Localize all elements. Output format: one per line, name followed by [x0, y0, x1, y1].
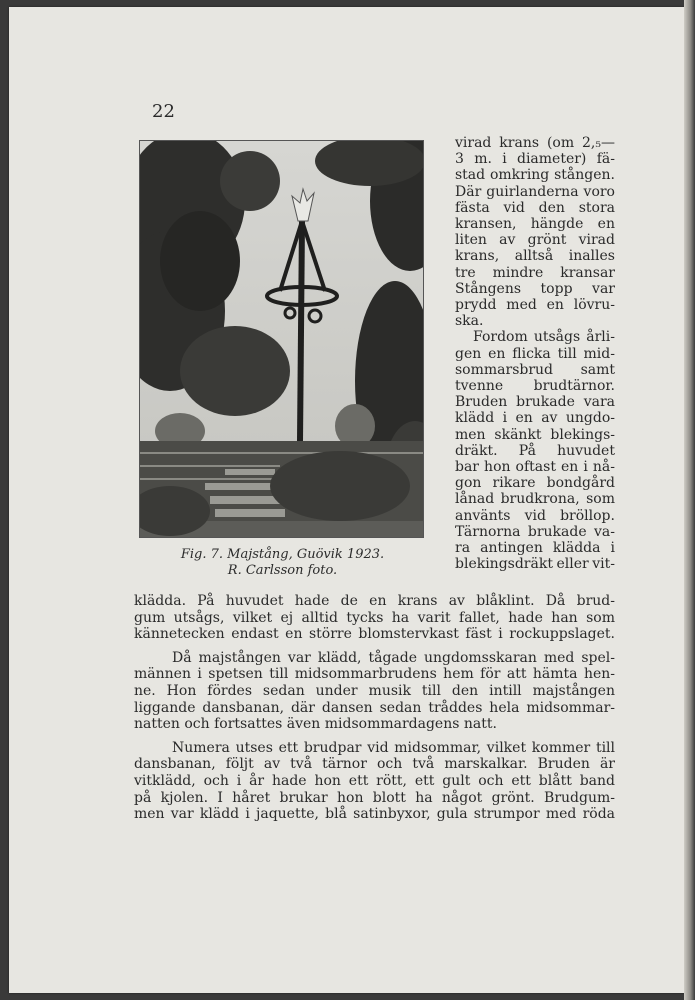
maypole-photo [139, 140, 424, 538]
column-text [455, 135, 615, 572]
text-line: tvenne brudtärnor. [455, 378, 615, 395]
text-line: Fordom utsågs årli- [473, 329, 615, 346]
caption-line: Fig. 7. Majstång, Guövik 1923. [180, 547, 385, 562]
text-line: prydd med en lövru- [455, 297, 615, 314]
body-text [134, 593, 615, 823]
text-line: Numera utses ett brudpar vid midsommar, vilket kommer till [172, 739, 615, 756]
text-line: sommarsbrud samt [455, 361, 615, 378]
text-line: tre mindre kransar [455, 264, 615, 281]
text-line: gen en flicka till mid- [455, 345, 615, 362]
text-line: Tärnorna brukade va- [455, 523, 615, 540]
text-line: vitklädd, och i år hade hon ett rött, ett gult och ett blått band [134, 772, 615, 789]
text-line: 3 m. i diameter) fä- [455, 151, 615, 168]
text-line: männen i spetsen till midsommarbrudens hem för att hämta hen- [134, 666, 615, 683]
text-line: dräkt. På huvudet [455, 442, 615, 459]
text-line: stad omkring stången. [455, 167, 615, 184]
text-line: fästa vid den stora [455, 199, 615, 216]
text-line: klädd i en av ungdo- [455, 410, 615, 427]
text-line: klädda. På huvudet hade de en krans av blåklint. Då brud- [134, 593, 615, 609]
text-line: kransen, hängde en [455, 216, 615, 233]
text-line: bar hon oftast en i nå- [455, 459, 615, 476]
paragraph-gap [134, 643, 615, 650]
caption-line: R. Carlsson foto. [227, 563, 338, 578]
text-line: Då majstången var klädd, tågade ungdomsskaran med spel- [172, 649, 615, 666]
text-line: liten av grönt virad [455, 232, 615, 249]
text-line: Där guirlanderna voro [455, 183, 615, 200]
text-line: natten och fortsattes även midsommardagens natt. [134, 716, 497, 733]
text-line: virad krans (om 2,₅— [455, 135, 615, 151]
figure-caption [160, 547, 405, 579]
text-line: ne. Hon fördes sedan under musik till den intill majstången [134, 682, 615, 699]
text-line: kännetecken endast en större blomstervkast fäst i rockuppslaget. [134, 626, 615, 643]
text-line: ra antingen klädda i [455, 540, 615, 557]
text-line: liggande dansbanan, där dansen sedan tråddes hela midsommar- [134, 699, 615, 716]
text-line: dansbanan, följt av två tärnor och två marskalkar. Bruden är [134, 756, 615, 773]
text-line: på kjolen. I håret brukar hon blott ha något grönt. Brudgum- [134, 789, 615, 806]
text-line: men var klädd i jaquette, blå satinbyxor, gula strumpor med röda [134, 806, 615, 823]
maypole-illustration [140, 141, 423, 537]
text-line: använts vid bröllop. [455, 507, 615, 524]
text-line: gon rikare bondgård [455, 475, 615, 492]
text-line: Bruden brukade vara [455, 394, 615, 411]
text-line: Stångens topp var [455, 280, 615, 297]
paragraph-gap [134, 733, 615, 740]
text-line: men skänkt blekings- [455, 426, 615, 443]
text-line: krans, alltså inalles [455, 248, 615, 265]
text-line: gum utsågs, vilket ej alltid tycks ha varit fallet, hade han som [134, 609, 615, 626]
page-number: 22 [152, 101, 175, 122]
page-edge [684, 0, 695, 1000]
text-line: ska. [455, 313, 484, 330]
text-line: lånad brudkrona, som [455, 491, 615, 508]
text-line: blekingsdräkt eller vit- [455, 556, 615, 573]
